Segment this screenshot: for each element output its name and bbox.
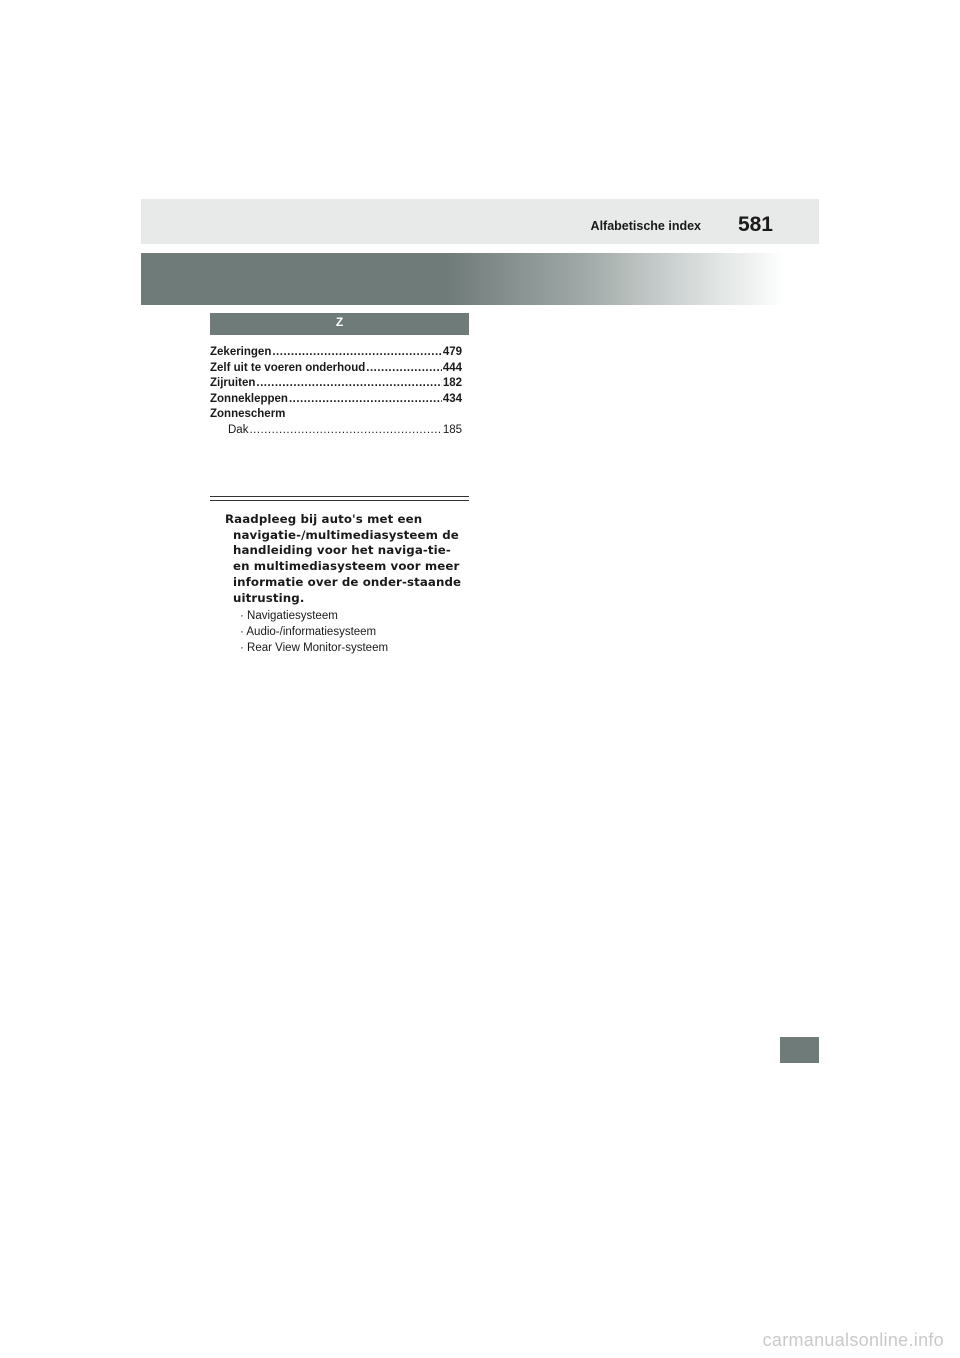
- section-letter-header: Z: [210, 313, 469, 335]
- index-page: 479: [442, 346, 462, 358]
- index-term: Zonnekleppen: [210, 392, 288, 405]
- index-term: Zijruiten: [210, 377, 256, 390]
- index-heading-zonnescherm: Zonnescherm: [210, 408, 286, 421]
- index-page: 434: [442, 392, 462, 405]
- index-term: Zekeringen: [210, 346, 272, 358]
- note-item: · Audio-/informatiesysteem: [240, 624, 470, 640]
- navigation-note: [225, 512, 470, 656]
- index-subterm: Dak: [228, 423, 249, 436]
- leader-dots: [366, 361, 442, 377]
- index-page: 444: [442, 361, 462, 374]
- page-header: [141, 199, 819, 244]
- index-page: 185: [442, 423, 462, 436]
- decorative-band: [141, 253, 819, 305]
- leader-dots: [249, 423, 441, 439]
- leader-dots: [256, 376, 441, 392]
- header-title: Alfabetische index: [590, 219, 701, 233]
- index-term: Zelf uit te voeren onderhoud: [210, 361, 366, 374]
- index-entry[interactable]: [210, 345, 462, 361]
- chapter-tab: [780, 1037, 819, 1063]
- note-item-list: [225, 608, 470, 656]
- leader-dots: [289, 392, 442, 408]
- index-page: 182: [442, 377, 462, 390]
- note-item: · Rear View Monitor-systeem: [240, 640, 470, 656]
- watermark: carmanualsonline.info: [762, 1330, 944, 1350]
- note-text: Raadpleeg bij auto's met een navigatie-/multimediasysteem de handleiding voor het naviga-tie- en multimediasysteem voor meer informatie over de onder-staande uitrusting.: [225, 512, 462, 605]
- index-entry[interactable]: [210, 376, 462, 392]
- index-entry[interactable]: [210, 361, 462, 377]
- index-subentry[interactable]: [210, 423, 462, 439]
- note-item: · Navigatiesysteem: [240, 608, 470, 624]
- index-entry[interactable]: [210, 392, 462, 408]
- leader-dots: [272, 345, 441, 361]
- double-divider: [210, 496, 469, 501]
- index-list: [210, 345, 462, 439]
- page-number: 581: [737, 213, 773, 236]
